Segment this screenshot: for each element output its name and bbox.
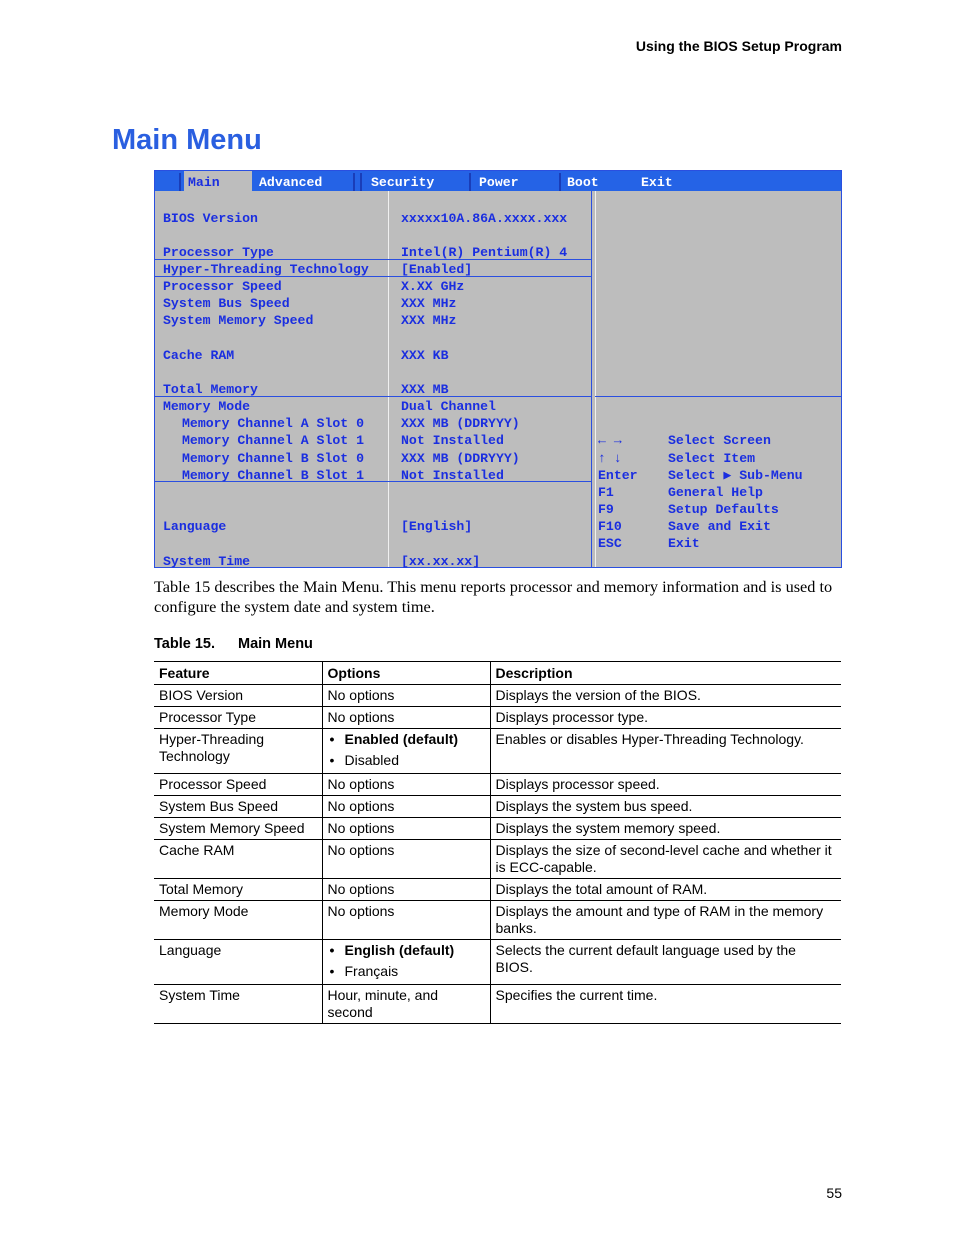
table-row	[154, 707, 841, 729]
help-desc-select-screen: Select Screen	[668, 433, 771, 448]
option-item: • Français	[328, 963, 485, 980]
bios-label-bios-version: BIOS Version	[163, 211, 258, 226]
bios-label-system-bus-speed: System Bus Speed	[163, 296, 290, 311]
help-desc-select-item: Select Item	[668, 451, 756, 466]
description-cell: Displays processor speed.	[490, 774, 841, 796]
options-cell: No options	[322, 818, 490, 840]
bios-label-system-memory-speed: System Memory Speed	[163, 313, 314, 328]
feature-cell: Memory Mode	[154, 901, 322, 940]
help-key-f10: F10	[598, 519, 622, 534]
bios-label-channel-b-slot-0: Memory Channel B Slot 0	[182, 451, 365, 466]
page-title: Main Menu	[112, 124, 262, 156]
help-key-f9: F9	[598, 502, 614, 517]
table-row	[154, 796, 841, 818]
table-caption-title: Main Menu	[238, 636, 313, 652]
description-cell: Displays the system memory speed.	[490, 818, 841, 840]
feature-cell: Hyper-Threading Technology	[154, 729, 322, 774]
main-menu-table	[154, 661, 841, 1024]
column-header-description: Description	[490, 662, 841, 685]
tab-advanced[interactable]: Advanced	[259, 175, 323, 190]
page-header: Using the BIOS Setup Program	[635, 38, 842, 54]
bios-value-cache-ram: XXX KB	[401, 348, 449, 363]
bios-value-channel-a-slot-0: XXX MB (DDRYYY)	[401, 416, 520, 431]
options-cell: No options	[322, 796, 490, 818]
table-header-row	[154, 662, 841, 685]
feature-cell: Total Memory	[154, 879, 322, 901]
bios-value-hyper-threading[interactable]: [Enabled]	[401, 262, 473, 277]
tab-separator	[469, 173, 471, 191]
options-cell: No options	[322, 879, 490, 901]
help-key-enter: Enter	[598, 468, 638, 483]
help-key-arrows-lr: ← →	[598, 433, 622, 448]
tab-separator	[559, 173, 561, 191]
options-list	[328, 942, 485, 980]
bios-label-channel-a-slot-1: Memory Channel A Slot 1	[182, 433, 365, 448]
table-row	[154, 840, 841, 879]
table-caption	[154, 636, 313, 652]
option-item: • Enabled (default)	[328, 731, 485, 748]
option-item: • English (default)	[328, 942, 485, 959]
bios-value-bios-version: xxxxx10A.86A.xxxx.xxx	[401, 211, 568, 226]
options-cell: Hour, minute, and second	[322, 985, 490, 1024]
bios-menu-bar	[155, 171, 841, 191]
column-header-feature: Feature	[154, 662, 322, 685]
feature-cell: BIOS Version	[154, 685, 322, 707]
bios-value-processor-type: Intel(R) Pentium(R) 4	[401, 245, 568, 260]
help-desc-setup-defaults: Setup Defaults	[668, 502, 779, 517]
bios-value-language[interactable]: [English]	[401, 519, 473, 534]
bios-label-memory-mode: Memory Mode	[163, 399, 251, 414]
help-key-f1: F1	[598, 485, 614, 500]
description-cell: Selects the current default language used by the BIOS.	[490, 940, 841, 985]
options-cell: No options	[322, 840, 490, 879]
tab-separator	[360, 173, 362, 191]
table-caption-number: Table 15.	[154, 636, 215, 652]
tab-security[interactable]: Security	[371, 175, 435, 190]
bios-value-memory-mode: Dual Channel	[401, 399, 496, 414]
feature-cell: System Bus Speed	[154, 796, 322, 818]
bios-value-total-memory: XXX MB	[401, 382, 449, 397]
table-row	[154, 940, 841, 985]
feature-cell: System Time	[154, 985, 322, 1024]
option-item: • Disabled	[328, 752, 485, 769]
bios-label-system-time[interactable]: System Time	[163, 554, 251, 569]
table-row	[154, 985, 841, 1024]
bios-value-system-time[interactable]: [xx.xx.xx]	[401, 554, 481, 569]
column-header-options: Options	[322, 662, 490, 685]
options-cell	[322, 940, 490, 985]
page-number: 55	[826, 1185, 842, 1201]
table-row	[154, 879, 841, 901]
tab-power[interactable]: Power	[479, 175, 519, 190]
help-key-arrows-ud: ↑ ↓	[598, 451, 622, 466]
options-cell: No options	[322, 774, 490, 796]
bios-label-channel-a-slot-0: Memory Channel A Slot 0	[182, 416, 365, 431]
tab-separator	[179, 173, 181, 191]
feature-cell: System Memory Speed	[154, 818, 322, 840]
row-separator	[595, 396, 841, 397]
bios-value-channel-b-slot-1: Not Installed	[401, 468, 504, 483]
column-divider	[595, 191, 596, 567]
tab-separator	[353, 173, 355, 191]
tab-exit[interactable]: Exit	[641, 175, 673, 190]
options-list	[328, 731, 485, 769]
bios-label-cache-ram: Cache RAM	[163, 348, 235, 363]
bios-label-channel-b-slot-1: Memory Channel B Slot 1	[182, 468, 365, 483]
options-cell: No options	[322, 901, 490, 940]
description-cell: Enables or disables Hyper-Threading Technology.	[490, 729, 841, 774]
bios-label-total-memory: Total Memory	[163, 382, 258, 397]
options-cell: No options	[322, 707, 490, 729]
intro-paragraph: Table 15 describes the Main Menu. This menu reports processor and memory information and is used to configure the system date and system time.	[154, 577, 833, 616]
bios-value-channel-a-slot-1: Not Installed	[401, 433, 504, 448]
bios-label-hyper-threading[interactable]: Hyper-Threading Technology	[163, 262, 369, 277]
bios-value-system-memory-speed: XXX MHz	[401, 313, 457, 328]
feature-cell: Cache RAM	[154, 840, 322, 879]
help-desc-sub-menu: Select ▶ Sub-Menu	[668, 468, 803, 483]
help-desc-exit: Exit	[668, 536, 700, 551]
description-cell: Displays the system bus speed.	[490, 796, 841, 818]
table-row	[154, 774, 841, 796]
table-row	[154, 685, 841, 707]
help-desc-save-exit: Save and Exit	[668, 519, 771, 534]
table-row	[154, 818, 841, 840]
column-divider	[591, 191, 592, 567]
description-cell: Displays the amount and type of RAM in the memory banks.	[490, 901, 841, 940]
bios-value-channel-b-slot-0: XXX MB (DDRYYY)	[401, 451, 520, 466]
bios-screen	[154, 170, 842, 568]
description-cell: Displays the version of the BIOS.	[490, 685, 841, 707]
help-desc-general-help: General Help	[668, 485, 763, 500]
help-key-esc: ESC	[598, 536, 622, 551]
table-row	[154, 901, 841, 940]
bios-label-processor-type: Processor Type	[163, 245, 274, 260]
options-cell: No options	[322, 685, 490, 707]
bios-label-processor-speed: Processor Speed	[163, 279, 282, 294]
options-cell	[322, 729, 490, 774]
tab-main[interactable]: Main	[184, 171, 252, 191]
table-row	[154, 729, 841, 774]
bios-label-language[interactable]: Language	[163, 519, 227, 534]
description-cell: Displays the total amount of RAM.	[490, 879, 841, 901]
bios-value-processor-speed: X.XX GHz	[401, 279, 465, 294]
description-cell: Specifies the current time.	[490, 985, 841, 1024]
feature-cell: Processor Type	[154, 707, 322, 729]
description-cell: Displays the size of second-level cache and whether it is ECC-capable.	[490, 840, 841, 879]
description-cell: Displays processor type.	[490, 707, 841, 729]
bios-value-system-bus-speed: XXX MHz	[401, 296, 457, 311]
feature-cell: Processor Speed	[154, 774, 322, 796]
feature-cell: Language	[154, 940, 322, 985]
column-divider	[388, 191, 389, 567]
tab-boot[interactable]: Boot	[567, 175, 599, 190]
